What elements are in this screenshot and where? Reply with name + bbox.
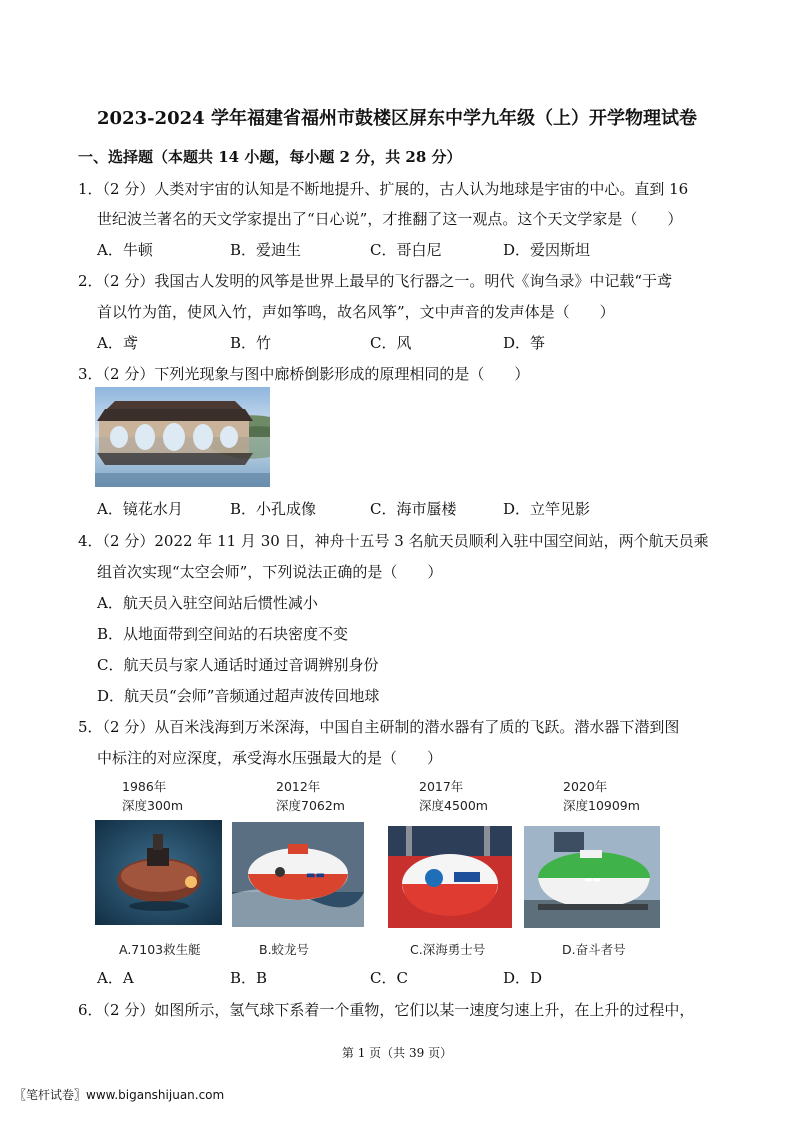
sub-a-depth: 深度300m [122, 798, 184, 813]
q3-line1: 3．（2 分）下列光现象与图中廊桥倒影形成的原理相同的是（ ） [78, 365, 530, 383]
q5-line2: 中标注的对应深度，承受海水压强最大的是（ ） [97, 749, 443, 767]
q4-line2: 组首次实现“太空会师”，下列说法正确的是（ ） [97, 563, 443, 581]
q4-option-c: C．航天员与家人通话时通过音调辨别身份 [97, 656, 379, 674]
q4-option-b: B．从地面带到空间站的石块密度不变 [97, 625, 349, 643]
q5-line1: 5．（2 分）从百米浅海到万米深海，中国自主研制的潜水器有了质的飞跃。潜水器下潜到图 [78, 718, 680, 736]
sub-b-depth: 深度7062m [276, 798, 345, 813]
q3-option-c: C．海市蜃楼 [370, 500, 457, 518]
sub-d-label: D.奋斗者号 [562, 942, 626, 957]
q3-option-b: B．小孔成像 [230, 500, 317, 518]
submarine-d-photo [524, 826, 660, 928]
site-watermark[interactable]: 〖笔杆试卷〗www.biganshijuan.com [14, 1088, 225, 1102]
sub-c-year: 2017年 [419, 779, 464, 794]
sub-c-depth: 深度4500m [419, 798, 488, 813]
section-heading: 一、选择题（本题共 14 小题，每小题 2 分，共 28 分） [78, 148, 462, 166]
submarine-a-photo [95, 820, 222, 925]
q2-option-d: D．筝 [503, 334, 546, 352]
q5-option-d: D．D [503, 969, 543, 987]
q3-option-d: D．立竿见影 [503, 500, 591, 518]
q1-option-c: C．哥白尼 [370, 241, 442, 259]
bridge-reflection-photo [95, 387, 270, 487]
sub-d-year: 2020年 [563, 779, 608, 794]
sub-d-depth: 深度10909m [563, 798, 640, 813]
q2-option-b: B．竹 [230, 334, 272, 352]
q4-option-d: D．航天员“会师”音频通过超声波传回地球 [97, 687, 380, 705]
sub-a-label: A.7103救生艇 [119, 942, 201, 957]
q5-option-c: C．C [370, 969, 408, 987]
submarine-b-photo [232, 822, 364, 927]
q1-line2: 世纪波兰著名的天文学家提出了“日心说”，才推翻了这一观点。这个天文学家是（ ） [97, 210, 683, 228]
q4-option-a: A．航天员入驻空间站后惯性减小 [97, 594, 318, 612]
svg-text:▬▬: ▬▬ [584, 875, 602, 885]
sub-a-year: 1986年 [122, 779, 167, 794]
page-title: 2023-2024 学年福建省福州市鼓楼区屏东中学九年级（上）开学物理试卷 [97, 108, 697, 129]
q4-line1: 4．（2 分）2022 年 11 月 30 日，神舟十五号 3 名航天员顺利入驻中国空间站，两个航天员乘 [78, 532, 709, 550]
q1-option-d: D．爱因斯坦 [503, 241, 591, 259]
svg-text:▬▬: ▬▬ [306, 870, 325, 881]
sub-b-label: B.蛟龙号 [259, 942, 310, 957]
q2-line1: 2．（2 分）我国古人发明的风筝是世界上最早的飞行器之一。明代《询刍录》中记载“于鸢 [78, 272, 673, 290]
q2-option-a: A．鸢 [97, 334, 138, 352]
sub-c-label: C.深海勇士号 [410, 942, 486, 957]
q1-option-a: A．牛顿 [97, 241, 153, 259]
q5-option-a: A．A [97, 969, 134, 987]
q2-line2: 首以竹为笛，使风入竹，声如筝鸣，故名风筝”，文中声音的发声体是（ ） [97, 303, 615, 321]
q6-line1: 6．（2 分）如图所示，氢气球下系着一个重物，它们以某一速度匀速上升，在上升的过程中， [78, 1001, 695, 1019]
page-footer: 第 1 页（共 39 页） [341, 1046, 453, 1060]
q2-option-c: C．风 [370, 334, 412, 352]
q1-option-b: B．爱迪生 [230, 241, 302, 259]
sub-b-year: 2012年 [276, 779, 321, 794]
q1-line1: 1．（2 分）人类对宇宙的认知是不断地提升、扩展的，古人认为地球是宇宙的中心。直到 16 [78, 180, 689, 198]
submarine-c-photo [388, 826, 512, 928]
q3-option-a: A．镜花水月 [97, 500, 183, 518]
q5-option-b: B．B [230, 969, 268, 987]
